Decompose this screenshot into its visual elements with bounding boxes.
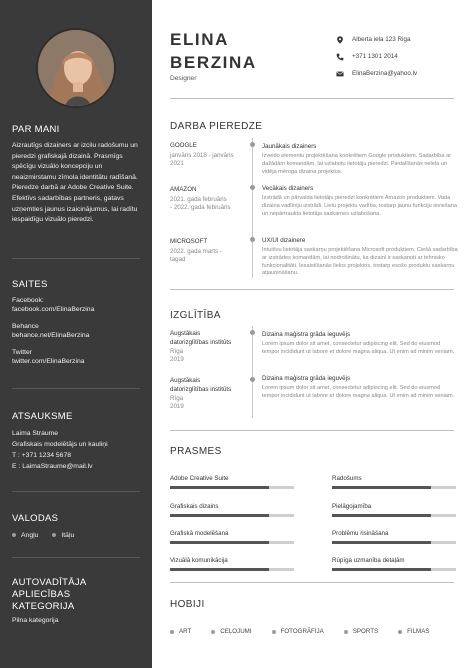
- sidebar: [0, 0, 152, 668]
- link-label: Facebook:: [12, 297, 44, 304]
- skill-label: Adobe Creative Suite: [170, 475, 229, 482]
- skill-bar: [332, 514, 456, 517]
- timeline-dot: [250, 142, 255, 147]
- license-title-line2: KATEGORIJA: [12, 601, 75, 612]
- skill-item: [332, 503, 456, 517]
- section-divider: [170, 289, 454, 290]
- languages-title: VALODAS: [12, 513, 59, 524]
- timeline-dot: [250, 237, 255, 242]
- degree-description: Lorem ipsum dolor sit amet, consectetur adipiscing elit. Sed do eiusmod tempor incididunt ut labore et dolore magna aliqua. Ut enim ad minim veniam.: [262, 385, 455, 399]
- sidebar-divider: [12, 258, 140, 259]
- date-range: janvāris 2018 - janvāris: [170, 152, 234, 159]
- education-item-left: [170, 330, 246, 364]
- sidebar-divider: [12, 491, 140, 492]
- location-pin-icon: [336, 36, 344, 44]
- contact-phone: [336, 48, 466, 65]
- position-description: Izstrādā un pārvalda lietotāju pieredzi konkrētiem Amazon produktiem. Vada dizaina vadlīniju izstrādi. Lielu projektu vadība, tostarp jaunu funkciju ieviešana un nepārtraukta lietotāja saskarnes uzlabošana.: [262, 195, 457, 217]
- education-item-right: [262, 375, 458, 401]
- address-text: Alberta iela 123 Riga: [352, 36, 411, 43]
- bullet-icon: [272, 630, 276, 634]
- experience-item-right: [262, 237, 458, 278]
- skill-bar: [170, 514, 294, 517]
- education-timeline: [252, 326, 253, 418]
- school-year: 2019: [170, 403, 184, 410]
- first-name: ELINA: [170, 30, 229, 49]
- skill-bar-fill: [332, 568, 431, 571]
- envelope-icon: [336, 70, 344, 78]
- link-label: Twitter: [12, 349, 33, 356]
- skill-bar-fill: [332, 541, 431, 544]
- skill-label: Grafiskā modelēšana: [170, 530, 229, 537]
- skill-item: [332, 475, 456, 489]
- experience-item-right: [262, 185, 458, 218]
- school-year: 2019: [170, 356, 184, 363]
- last-name: BERZINA: [170, 53, 257, 72]
- contact-email: [336, 65, 466, 82]
- contact-list: [336, 31, 466, 82]
- references-section: [12, 411, 140, 472]
- school-name: Augstākais: [170, 377, 201, 384]
- school-name: datorizglītības institūts: [170, 386, 232, 393]
- bullet-icon: [211, 630, 215, 634]
- hobby-label: CEĻOJUMI: [220, 628, 252, 635]
- position-title: Jaunākais dizainers: [262, 143, 317, 150]
- bullet-icon: [52, 533, 56, 537]
- bullet-icon: [170, 630, 174, 634]
- skill-label: Grafiskais dizains: [170, 503, 219, 510]
- bullet-icon: [12, 533, 16, 537]
- experience-item-left: [170, 186, 246, 212]
- skill-label: Pielāgojamība: [332, 503, 372, 510]
- reference-role: Grafiskais modelētājs un kauliņi: [12, 441, 108, 448]
- license-section: [12, 577, 140, 625]
- hobby-label: ART: [179, 628, 192, 635]
- skill-label: Problēmu risināšana: [332, 530, 389, 537]
- hobbies-title: HOBIJI: [170, 599, 205, 610]
- position-description: Izveido elementu projektēšana konkrētiem Google produktiem. Sadarbība ar dažādām komandām, lai uzlabotu lietotāju pieredzi. Piedalīšanās nelela un vidēja mēroga dizaina projektos.: [262, 153, 452, 175]
- languages-section: [12, 513, 140, 539]
- skill-bar: [170, 486, 294, 489]
- school-name: Augstākais: [170, 330, 201, 337]
- experience-timeline: [252, 138, 253, 278]
- education-item-left: [170, 377, 246, 411]
- skill-bar-fill: [332, 514, 431, 517]
- language-label: Itāļu: [61, 532, 75, 539]
- hobby-item: [398, 628, 429, 635]
- header-divider: [170, 98, 454, 99]
- position-description: Intuitīvu lietotāja saskarņu projektēšana Microsoft produktiem. Ciešā sadarbība ar izstrādes komandām, lai nodrošinātu, ka dizaini ir saskanoti ar tehnisko funkcionalitāti. Iesaistīšanās lielos projektos, tostarp esošo produktu saskarņu atjaunināšanu.: [262, 247, 458, 277]
- about-title: PAR MANI: [12, 124, 60, 135]
- about-section: [12, 124, 140, 226]
- skill-bar-fill: [170, 541, 269, 544]
- timeline-dot: [250, 377, 255, 382]
- experience-item-right: [262, 143, 458, 176]
- skill-bar: [332, 568, 456, 571]
- reference-email: E : LaimaStraume@mail.lv: [12, 463, 93, 470]
- hobby-label: FILMAS: [407, 628, 430, 635]
- position-title: UX/UI dizainere: [262, 237, 306, 244]
- skill-item: [170, 530, 294, 544]
- position-title: Vecākais dizainers: [262, 185, 314, 192]
- hobby-item: [211, 628, 251, 635]
- timeline-dot: [250, 330, 255, 335]
- phone-icon: [336, 53, 344, 61]
- portrait-photo-icon: [38, 30, 116, 108]
- education-item-right: [262, 331, 458, 357]
- experience-title: DARBA PIEREDZE: [170, 121, 263, 132]
- skill-bar-fill: [170, 486, 269, 489]
- experience-item-left: [170, 142, 246, 168]
- skill-bar: [170, 568, 294, 571]
- degree-title: Dizaina maģistra grāda ieguvējs: [262, 331, 351, 338]
- school-name: datorizglītības institūts: [170, 339, 232, 346]
- hobby-item: [170, 628, 191, 635]
- skill-bar: [332, 541, 456, 544]
- date-range: 2021: [170, 160, 184, 167]
- skill-item: [170, 475, 294, 489]
- job-role: Designer: [170, 75, 197, 82]
- section-divider: [170, 430, 454, 431]
- language-item: [12, 532, 38, 539]
- facebook-link[interactable]: facebook.com/ElinaBerzina: [12, 306, 95, 313]
- skill-item: [170, 557, 294, 571]
- references-title: ATSAUKSME: [12, 411, 73, 422]
- language-item: [52, 532, 74, 539]
- hobby-item: [272, 628, 324, 635]
- links-section: [12, 279, 140, 374]
- hobby-item: [344, 628, 378, 635]
- skills-title: PRASMES: [170, 446, 222, 457]
- license-title-line1: AUTOVADĪTĀJA APLIECĪBAS: [12, 577, 86, 600]
- bullet-icon: [398, 630, 402, 634]
- skill-label: Radošums: [332, 475, 362, 482]
- license-value: Pilna kategorija: [12, 617, 59, 624]
- full-name: [170, 28, 257, 74]
- contact-address: [336, 31, 466, 48]
- degree-description: Lorem ipsum dolor sit amet, consectetur adipiscing elit. Sed do eiusmod tempor incididunt ut labore et dolore magna aliqua. Ut enim ad minim veniam.: [262, 341, 455, 355]
- avatar: [36, 28, 116, 108]
- reference-name: Laima Straume: [12, 430, 59, 437]
- skill-bar-fill: [170, 514, 269, 517]
- skill-item: [332, 557, 456, 571]
- hobby-list: [170, 628, 429, 635]
- bullet-icon: [344, 630, 348, 634]
- language-label: Angļu: [21, 532, 39, 539]
- links-title: SAITES: [12, 279, 48, 290]
- company-name: MICROSOFT: [170, 238, 208, 245]
- skill-bar: [332, 486, 456, 489]
- email-link[interactable]: ElinaBerzina@yahoo.lv: [352, 70, 418, 77]
- twitter-link[interactable]: twitter.com/ElinaBerzina: [12, 358, 85, 365]
- sidebar-divider: [12, 388, 140, 389]
- link-label: Behance: [12, 323, 39, 330]
- about-text: Aizrautīgs dizainers ar izcilu radošumu un pieredzi grafiskajā dizainā. Prasmīgs spēcīgu vizuālo koncepciju un neaizmirstamu zīmola identitātu radīšanā. Pieredze darbā ar Adobe Creative Suite. Efektīvs sadarbības partneris, gatavs uzņemties jaunus izaicinājumus, lai radītu iespaidīgu vizuālo pieredzi.: [12, 142, 138, 224]
- date-range: 2022. gada marts -: [170, 248, 222, 255]
- skill-item: [170, 503, 294, 517]
- company-name: GOOGLE: [170, 142, 197, 149]
- skill-label: Vizuālā komunikācija: [170, 557, 228, 564]
- skill-bar-fill: [170, 568, 269, 571]
- degree-title: Dizaina maģistra grāda ieguvējs: [262, 375, 351, 382]
- experience-item-left: [170, 238, 246, 264]
- phone-text: +371 1301 2014: [352, 53, 398, 60]
- skill-bar: [170, 541, 294, 544]
- skill-bar-fill: [332, 486, 431, 489]
- behance-link[interactable]: behance.net/ElinaBerzina: [12, 332, 90, 339]
- school-city: Rīga: [170, 348, 184, 355]
- hobby-label: FOTOGRĀFIJA: [280, 628, 324, 635]
- skill-label: Rūpīga uzmanība detaļām: [332, 557, 405, 564]
- date-range: 2021. gada februāris: [170, 196, 227, 203]
- education-title: IZGLĪTĪBA: [170, 310, 221, 321]
- school-city: Rīga: [170, 395, 184, 402]
- skill-item: [332, 530, 456, 544]
- hobby-label: SPORTS: [352, 628, 379, 635]
- sidebar-divider: [12, 557, 140, 558]
- timeline-dot: [250, 185, 255, 190]
- date-range: tagad: [170, 256, 186, 263]
- date-range: - 2022. gada februāris: [170, 204, 231, 211]
- reference-phone: T : +371 1234 5678: [12, 452, 72, 459]
- section-divider: [170, 582, 454, 583]
- company-name: AMAZON: [170, 186, 197, 193]
